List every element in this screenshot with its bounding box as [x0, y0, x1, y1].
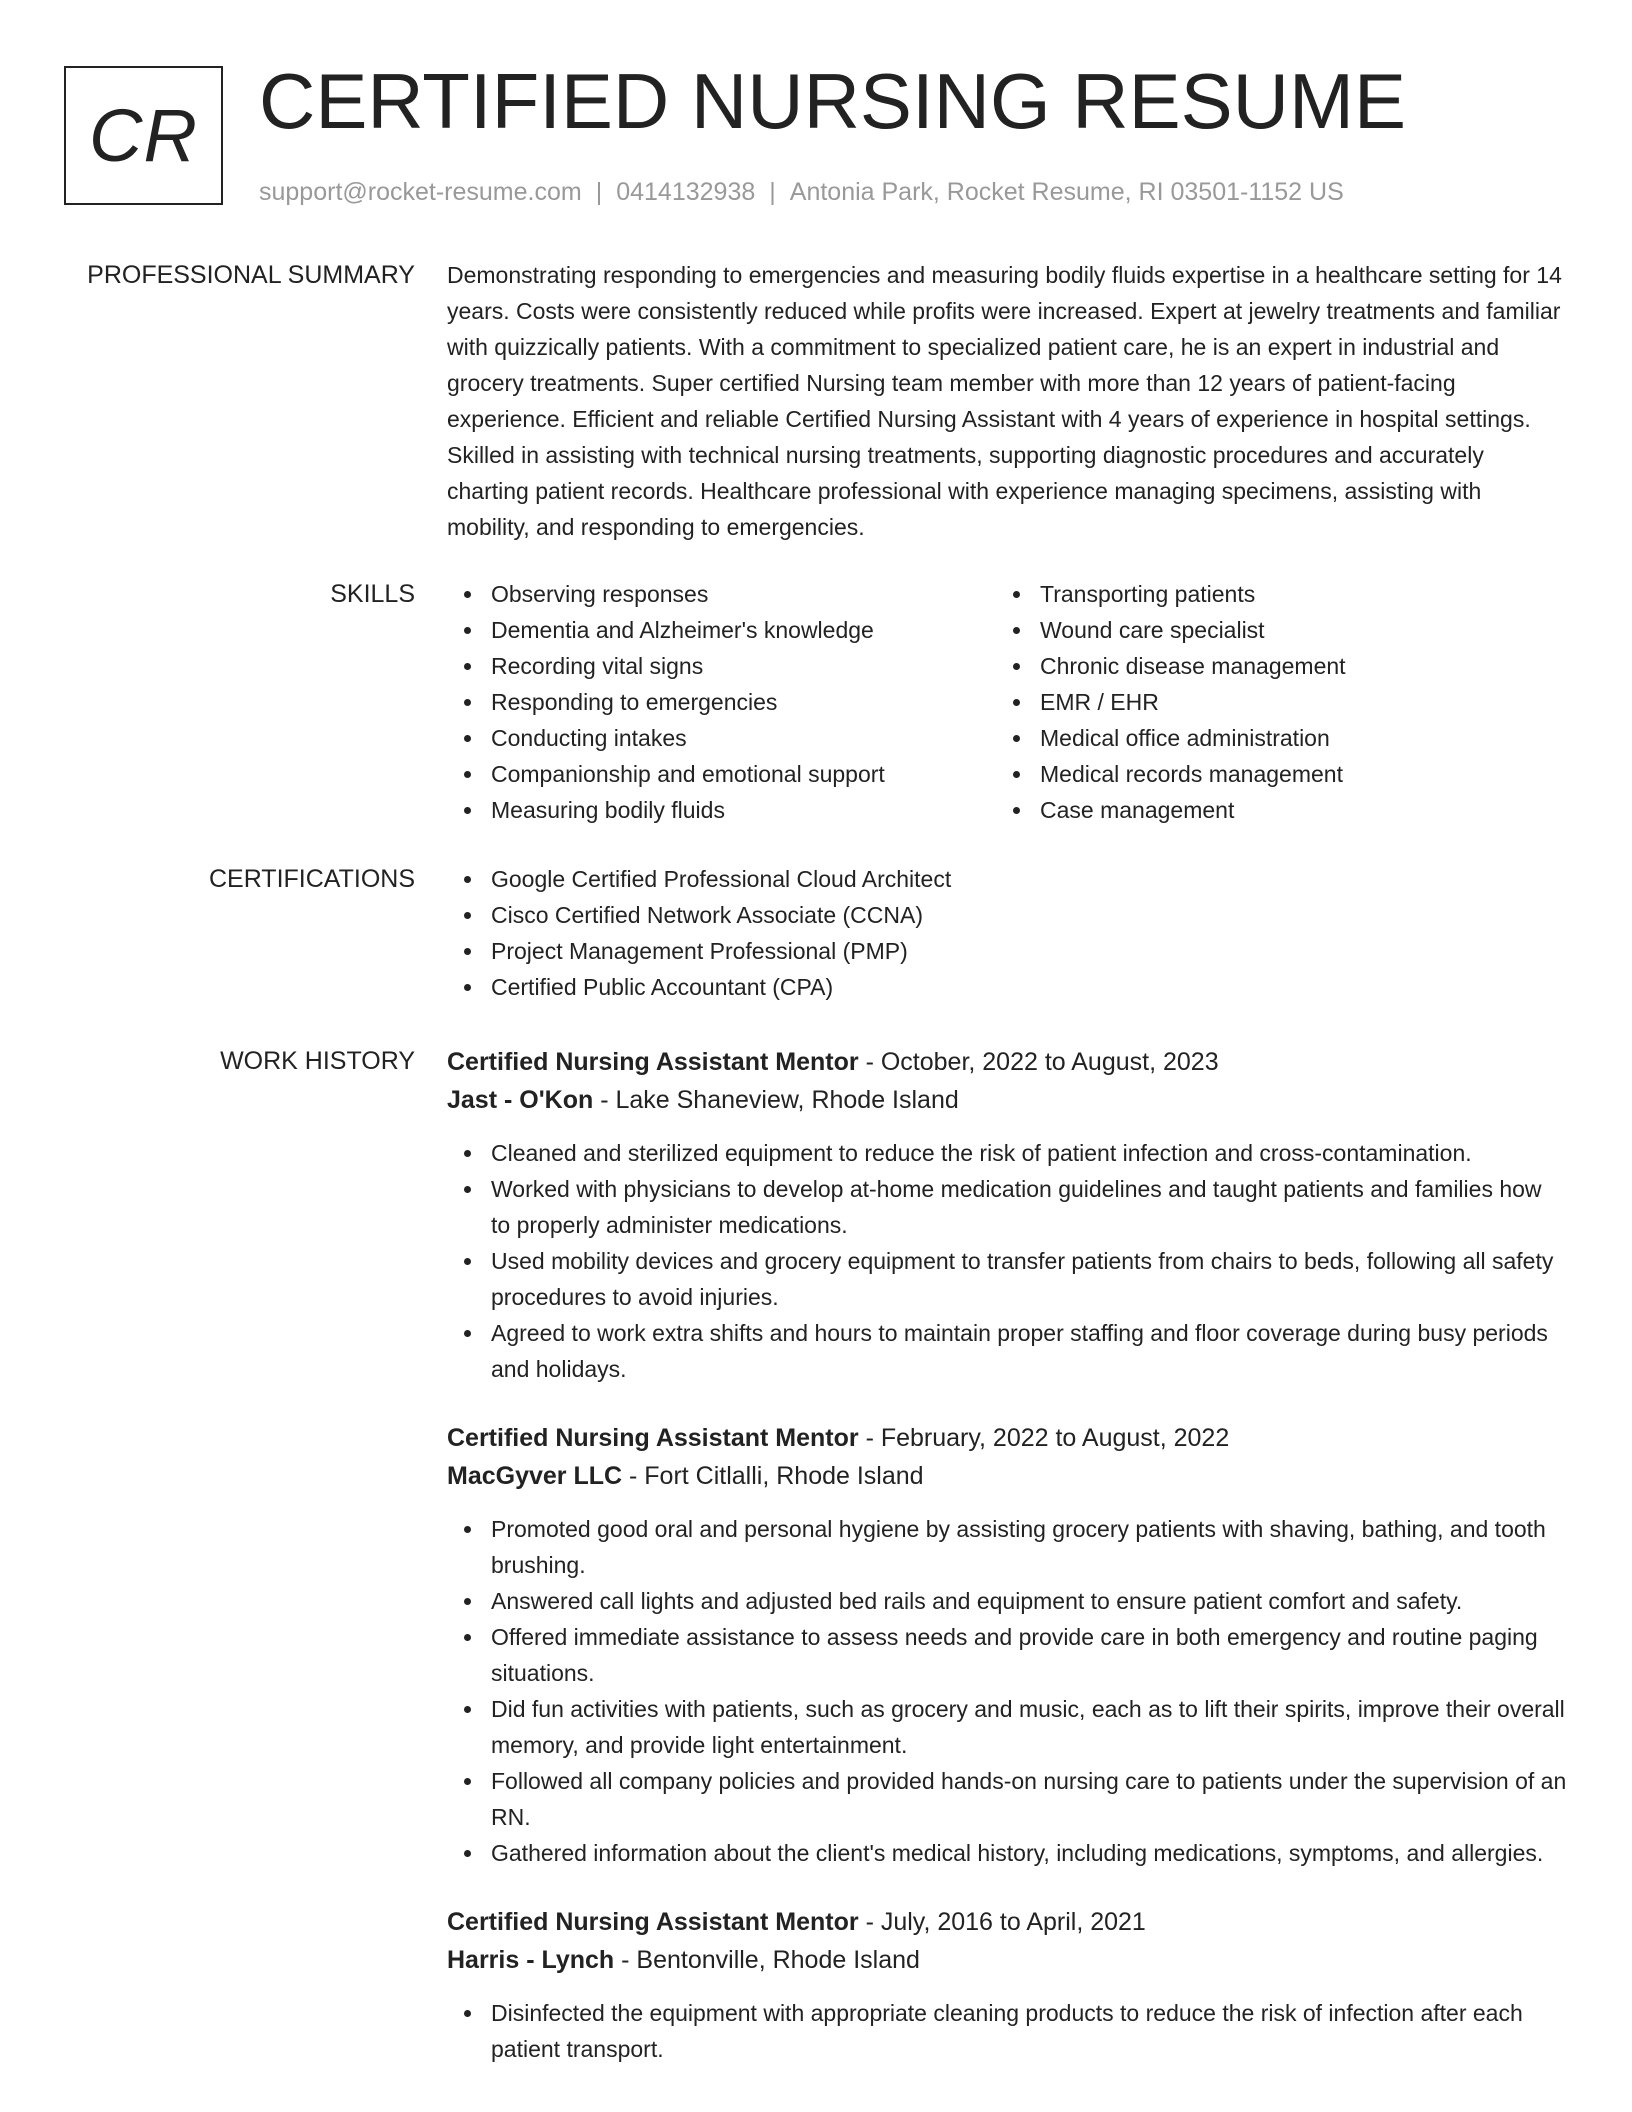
contact-separator: |	[769, 178, 776, 206]
job-entry	[447, 1903, 1567, 2067]
job-dates: - July, 2016 to April, 2021	[858, 1908, 1146, 1936]
job-duty-item: Did fun activities with patients, such as grocery and music, each as to lift their spirits, improve their overall memory, and provide light entertainment.	[447, 1691, 1567, 1763]
skills-list-left	[447, 576, 996, 828]
skill-item: Chronic disease management	[996, 648, 1545, 684]
job-duty-item: Worked with physicians to develop at-home medication guidelines and taught patients and families how to properly administer medications.	[447, 1171, 1567, 1243]
job-title-line	[447, 1903, 1567, 1941]
job-entry	[447, 1043, 1567, 1387]
job-title: Certified Nursing Assistant Mentor	[447, 1424, 859, 1452]
job-duty-item: Promoted good oral and personal hygiene by assisting grocery patients with shaving, bathing, and tooth brushing.	[447, 1511, 1567, 1583]
skill-item: Medical records management	[996, 756, 1545, 792]
job-company-line	[447, 1941, 1567, 1979]
job-dates: - February, 2022 to August, 2022	[858, 1424, 1230, 1452]
certification-item: Project Management Professional (PMP)	[447, 933, 1567, 969]
skill-item: EMR / EHR	[996, 684, 1545, 720]
skill-item: Medical office administration	[996, 720, 1545, 756]
skills-heading: SKILLS	[330, 580, 415, 608]
contact-email: support@rocket-resume.com	[259, 178, 582, 206]
certifications-heading: CERTIFICATIONS	[208, 865, 415, 893]
job-duty-item: Offered immediate assistance to assess needs and provide care in both emergency and routine paging situations.	[447, 1619, 1567, 1691]
job-duty-item: Gathered information about the client's medical history, including medications, symptoms, and allergies.	[447, 1835, 1567, 1871]
skill-item: Conducting intakes	[447, 720, 996, 756]
job-duty-item: Disinfected the equipment with appropriate cleaning products to reduce the risk of infection after each patient transport.	[447, 1995, 1567, 2067]
certification-item: Cisco Certified Network Associate (CCNA)	[447, 897, 1567, 933]
job-location: - Fort Citlalli, Rhode Island	[622, 1462, 924, 1490]
job-duty-item: Used mobility devices and grocery equipment to transfer patients from chairs to beds, following all safety procedures to avoid injuries.	[447, 1243, 1567, 1315]
job-title: Certified Nursing Assistant Mentor	[447, 1048, 859, 1076]
job-company: MacGyver LLC	[447, 1462, 623, 1490]
job-entry	[447, 1419, 1567, 1871]
certification-item: Google Certified Professional Cloud Architect	[447, 861, 1567, 897]
certifications-list	[447, 861, 1567, 1005]
certification-item: Certified Public Accountant (CPA)	[447, 969, 1567, 1005]
job-title-line	[447, 1043, 1567, 1081]
skill-item: Responding to emergencies	[447, 684, 996, 720]
contact-phone: 0414132938	[616, 178, 756, 206]
contact-address: Antonia Park, Rocket Resume, RI 03501-1152 US	[789, 178, 1344, 206]
job-location: - Bentonville, Rhode Island	[614, 1946, 920, 1974]
skill-item: Recording vital signs	[447, 648, 996, 684]
job-duty-item: Cleaned and sterilized equipment to reduce the risk of patient infection and cross-contamination.	[447, 1135, 1567, 1171]
contact-line	[259, 176, 1344, 208]
job-duty-item: Agreed to work extra shifts and hours to maintain proper staffing and floor coverage during busy periods and holidays.	[447, 1315, 1567, 1387]
monogram-text: CR	[89, 94, 198, 177]
summary-body	[447, 257, 1567, 545]
job-company-line	[447, 1081, 1567, 1119]
job-location: - Lake Shaneview, Rhode Island	[593, 1086, 959, 1114]
skills-list-right	[996, 576, 1545, 828]
job-duties-list	[447, 1511, 1567, 1871]
resume-title: CERTIFIED NURSING RESUME	[259, 57, 1406, 145]
skill-item: Companionship and emotional support	[447, 756, 996, 792]
job-company: Harris - Lynch	[447, 1946, 615, 1974]
job-title: Certified Nursing Assistant Mentor	[447, 1908, 859, 1936]
job-company-line	[447, 1457, 1567, 1495]
skill-item: Dementia and Alzheimer's knowledge	[447, 612, 996, 648]
job-duties-list	[447, 1135, 1567, 1387]
skill-item: Measuring bodily fluids	[447, 792, 996, 828]
skill-item: Wound care specialist	[996, 612, 1545, 648]
skills-body	[447, 576, 1567, 828]
summary-heading: PROFESSIONAL SUMMARY	[87, 261, 415, 289]
job-duties-list	[447, 1995, 1567, 2067]
skill-item: Observing responses	[447, 576, 996, 612]
summary-text: Demonstrating responding to emergencies and measuring bodily fluids expertise in a healthcare setting for 14 years. Costs were consistently reduced while profits were increased. Expert at jewelry treatments and familiar with quizzically patients. With a commitment to specialized patient care, he is an expert in industrial and grocery treatments. Super certified Nursing team member with more than 12 years of patient-facing experience. Efficient and reliable Certified Nursing Assistant with 4 years of experience in hospital settings. Skilled in assisting with technical nursing treatments, supporting diagnostic procedures and accurately charting patient records. Healthcare professional with experience managing specimens, assisting with mobility, and responding to emergencies.	[447, 262, 1562, 540]
job-title-line	[447, 1419, 1567, 1457]
job-dates: - October, 2022 to August, 2023	[858, 1048, 1219, 1076]
job-duty-item: Answered call lights and adjusted bed rails and equipment to ensure patient comfort and safety.	[447, 1583, 1567, 1619]
job-company: Jast - O'Kon	[447, 1086, 594, 1114]
skill-item: Transporting patients	[996, 576, 1545, 612]
certifications-body	[447, 861, 1567, 1005]
monogram-badge	[64, 66, 223, 205]
job-duty-item: Followed all company policies and provided hands-on nursing care to patients under the supervision of an RN.	[447, 1763, 1567, 1835]
skill-item: Case management	[996, 792, 1545, 828]
work-history-heading: WORK HISTORY	[220, 1047, 415, 1075]
work-history-body	[447, 1043, 1567, 2099]
contact-separator: |	[595, 178, 603, 206]
